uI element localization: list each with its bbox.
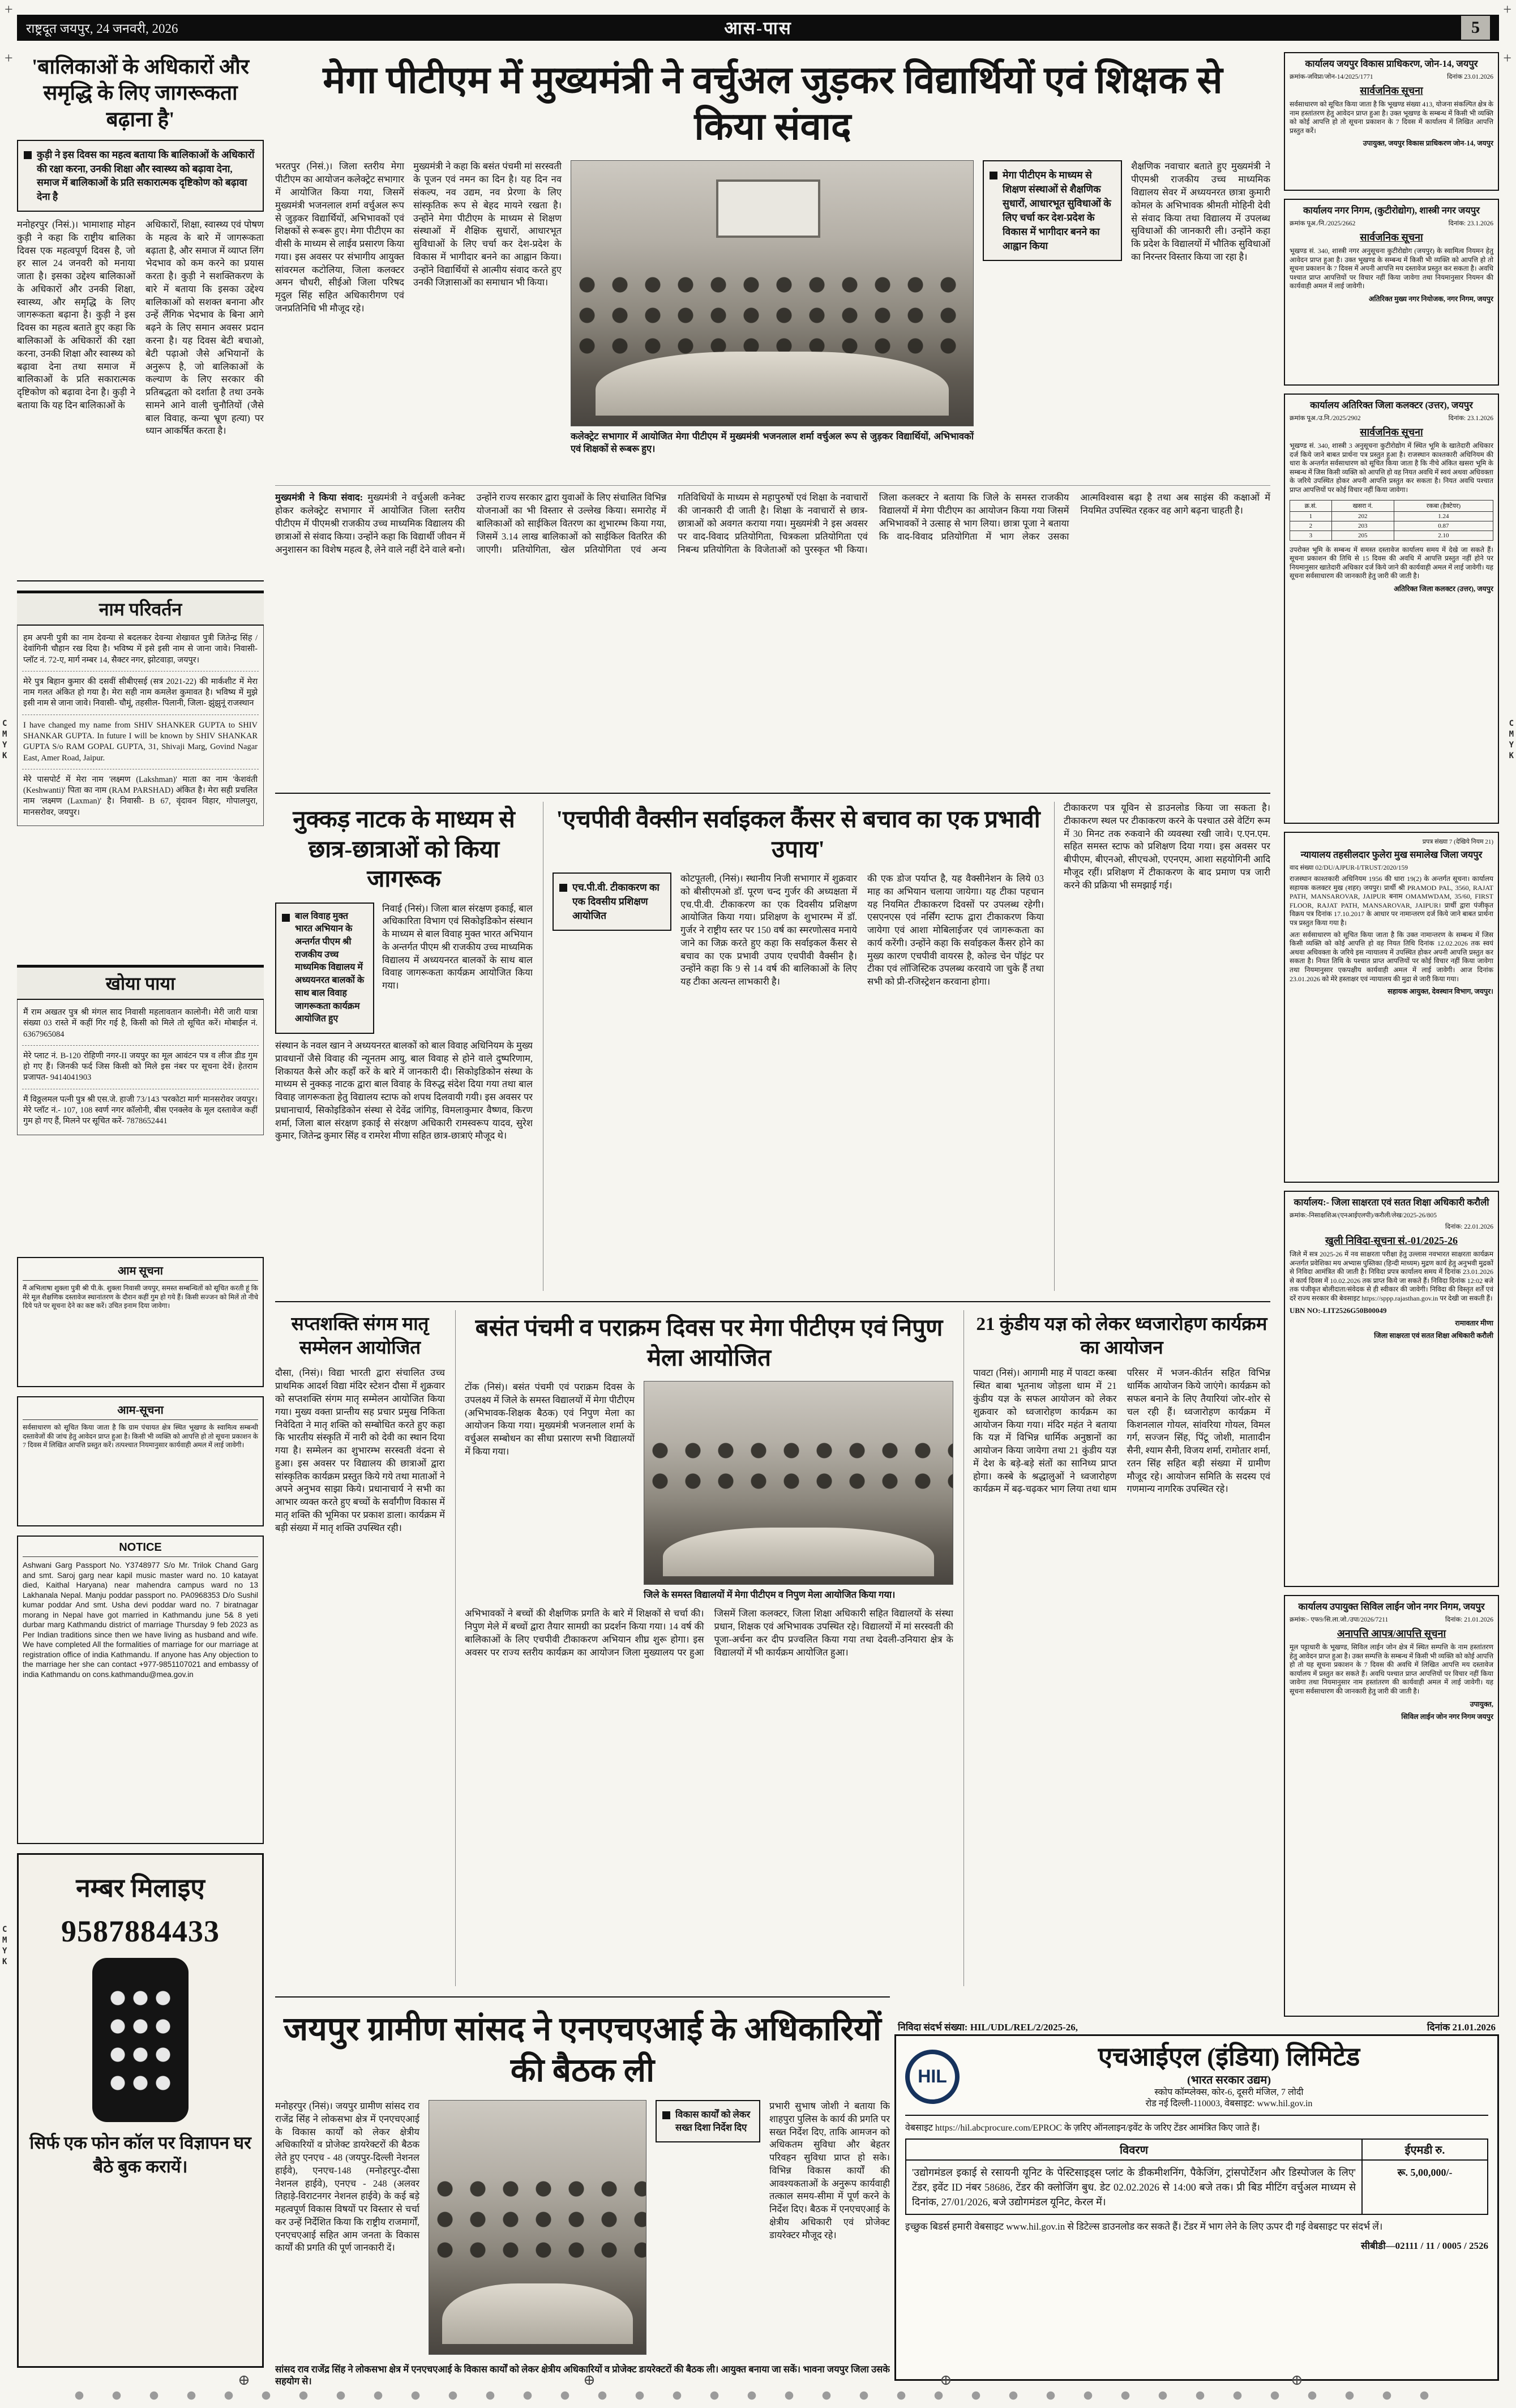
classified-item: मैं राम अखतर पुत्र श्री मंगल साद निवासी महलावतान कालोनी। मेरी जारी यात्रा संख्या 03 रास्ते में कहीं गिर गई है, किसी को मिले तो सूचित करें। मोबाईल नं. 6367965084 — [22, 1002, 259, 1046]
khasra-table — [1290, 500, 1493, 541]
article-body: अधिकारों, शिक्षा, स्वास्थ्य एवं पोषण के महत्व के बारे में जागरूकता बढ़ाता है, और समाज में व्याप्त लिंग भेदभाव को कम करने का प्रयास करता है। कुड़ी ने सशक्तिकरण के बारे में बताया कि इसका उद्देश्य बालिकाओं को सशक्त बनाना और उन्हें लैंगिक भेदभाव के बिना आगे बढ़ने के लिए समान अवसर प्रदान करना है। यह दिवस बेटी बचाओ, बेटी पढ़ाओ जैसे अभियानों के अनुरूप है, जो बालिकाओं के कल्याण के लिए सरकार की प्रतिबद्धता को दर्शाता है तथा उनके सामने आने वाली चुनौतियों (जैसे बाल विवाह, कन्या भ्रूण हत्या) पर ध्यान आकर्षित करता है। — [145, 219, 264, 437]
cmyk-c: C — [1509, 719, 1514, 728]
highlight-box — [656, 2100, 760, 2142]
registration-cross: ⊕ — [583, 2372, 596, 2388]
cmyk-y: Y — [2, 741, 7, 750]
ad-title: नम्बर मिलाइए — [76, 1874, 205, 1902]
article-body: मनोहरपुर (निसं)। जयपुर ग्रामीण सांसद राव राजेंद्र सिंह ने लोकसभा क्षेत्र में एनएचएआई के विकास कार्यों को लेकर क्षेत्रीय अधिकारियों व प्रोजेक्ट डायरेक्टरों की बैठक लेते हुए एनएच - 48 (जयपुर-दिल्ली नेशनल हाईवे), एनएच-148 (मनोहरपुर-दौसा नेशनल हाईवे), एनएच - 248 (अलवर तिहाड़े-विराटनगर नेशनल हाईवे) के कई बड़े महत्वपूर्ण विकास विषयों पर विस्तार से चर्चा कर उन्हें निर्देशित किया कि राष्ट्रीय राजमार्गों, एनएचएआई सहित आम जनता के विकास कार्यों की प्रगति की पूर्ण जानकारी दें। — [275, 2101, 419, 2253]
cmyk-k: K — [1509, 751, 1514, 760]
case-number: वाद संख्या 02/DU/AJPUR-I/TRUST/2020/159 — [1290, 865, 1408, 872]
crop-mark: + — [5, 1, 13, 18]
notice-body: मैं अभिलाषा शुक्ला पुत्री श्री पी.के. शुक्ला निवासी जयपुर, समस्त सम्बन्धितों को सूचित करती हूं कि मेरे मूल शैक्षणिक दस्तावेज स्थानांतरण के दौरान कहीं गुम हो गये हैं। किसी सज्जन को मिलें तो नीचे दिये पते पर सूचना देने का कष्ट करें। उचित इनाम दिया जावेगा। — [23, 1284, 258, 1310]
classified-item: मैं विठ्ठलमल पत्नी पुत्र श्री एस.जे. हाजी 73/143 'परकोटा मार्ग' मानसरोवर जयपुर। मेरे प्लॉट नं.- 107, 108 स्वर्ण नगर कॉलोनी, बीस एनक्लेव के मूल दस्तावेज कहीं गुम हो गए हैं, मिलने पर सूचित करें- 7878652441 — [23, 1094, 258, 1126]
notice-english-box — [17, 1536, 264, 1844]
article-body: प्रभारी सुभाष जोशी ने बताया कि शाहपुरा पुलिस के कार्य की प्रगति पर सख्त निर्देश दिए, ताकि आमजन को अधिकतम सुविधा और बेहतर परिवहन सुविधा प्राप्त हो सके। विभिन्न विकास कार्यों की आवश्यकताओं के अनुरूप कार्यवाही तत्काल समय-सीमा में पूर्ण करने के निर्देश दिए। बैठक में एनएचएआई के क्षेत्रीय अधिकारी एवं प्रोजेक्ट डायरेक्टर मौजूद रहे। — [769, 2101, 890, 2240]
company-name: एचआईएल (इंडिया) लिमिटेड — [1098, 2042, 1360, 2071]
notice-office: न्यायालय तहसीलदार फुलेरा मुख समालेख जिला जयपुर — [1300, 849, 1483, 860]
box-title: आम सूचना — [23, 1263, 258, 1281]
square-bullet-icon — [24, 151, 32, 159]
tender-date: दिनांक 21.01.2026 — [1427, 2022, 1496, 2033]
article-body: शैक्षणिक नवाचार बताते हुए मुख्यमंत्री ने पीएमश्री राजकीय उच्च माध्यमिक विद्यालय सेवर में अध्ययनरत छात्रा कुमारी कोमल के अभिभावक श्रीमती मोहिनी देवी से संवाद किया तथा विद्यालय में उपलब्ध सुविधाओं की जानकारी ली। उन्होंने कहा कि प्रदेश के विद्यालयों में भौतिक सुविधाओं का निरन्तर विस्तार किया जा रहा है। — [1131, 161, 1270, 262]
article-headline: 21 कुंडीय यज्ञ को लेकर ध्वजारोहण कार्यक्रम का आयोजन — [976, 1314, 1267, 1359]
notice-body: Ashwani Garg Passport No. Y3748977 S/o Mr. Trilok Chand Garg and smt. Saroj garg near kapil music master ward no. 10 katayat died, Kaithal Haryana) near mahendra campus ward no 13 Lakhanala Nepal. Manju poddar passport no. PA0968353 D/o Sushil kumar poddar And smt. Usha devi poddar ward no. 7 biratnagar morang in Nepal have got married in Kathmandu june 5& 8 yeti durbar marg Kathmandu district of marriage Thursday 9 feb 2023 as Per Indian traditions since then we have living as husband and wife. We have completed All the formalities of marriage for our marriage at registration office of india Kathmandu. If anyone has Any objection to the marriage her she can contact +977-9851107021 and embassy of india Kathmandu on cons.kathmandu@mea.gov.in — [23, 1561, 258, 1679]
ad-tagline: सिर्फ एक फोन कॉल पर विज्ञापन घर बैठे बुक करायें। — [29, 2133, 251, 2176]
company-subtitle: (भारत सरकार उद्यम) — [1187, 2073, 1271, 2086]
highlight-text: कुड़ी ने इस दिवस का महत्व बताया कि बालिकाओं के अधिकारों की रक्षा करना, उनकी शिक्षा और स्वास्थ्य को बढ़ावा देना, समाज में बालिकाओं के प्रति सकारात्मक दृष्टिकोण को बढ़ावा देना है — [37, 148, 255, 203]
tender-table — [905, 2138, 1488, 2215]
cmyk-y: Y — [1509, 741, 1514, 750]
registration-cross: ⊕ — [238, 2372, 250, 2388]
article-body: दौसा, (निसं)। विद्या भारती द्वारा संचालित उच्च प्राथमिक आदर्श विद्या मंदिर स्टेशन दौसा में शुक्रवार को सप्तशक्ति संगम मातृ सम्मेलन आयोजित किया गया। मुख्य वक्ता प्रान्तीय सह प्रचार प्रमुख निकिता निवेदिता ने मातृ शक्ति को सम्बोधित करते हुए कहा कि भारतीय संस्कृति में नारी को देवी का स्थान दिया गया है। सम्मेलन का शुभारम्भ सरस्वती वंदना से हुआ। इस अवसर पर विद्यालय की छात्राओं द्वारा सांस्कृतिक कार्यक्रम प्रस्तुत किये गये तथा माताओं ने अपने अनुभव साझा किये। प्रधानाचार्य ने सभी का आभार व्यक्त करते हुए बच्चों के सर्वांगीण विकास में मातृ शक्ति की भूमिका पर प्रकाश डाला। कार्यक्रम में बड़ी संख्या में मातृ शक्ति उपस्थित रही। — [275, 1367, 445, 1533]
hil-tender-ad — [894, 2019, 1499, 2388]
left-column — [17, 52, 264, 2368]
classified-item: I have changed my name from SHIV SHANKER GUPTA to SHIV SHANKAR GUPTA. In future I will be known by SHIV SHANKAR GUPTA S/o RAM GOPAL GUPTA, 31, Shivaji Marg, Govind Nagar East, Amer Road, Jaipur. — [22, 715, 259, 769]
article-headline: जयपुर ग्रामीण सांसद ने एनएचएआई के अधिकारियों की बैठक ली — [284, 2011, 881, 2089]
registration-mark-cmyk — [2, 1925, 7, 1966]
people-silhouettes — [644, 1438, 953, 1503]
notice-ref: क्रमांक:-निसाक्षशिअ/(एनआईएलपी)/करौली/लेख/2025-26/805 — [1290, 1212, 1437, 1220]
notice-jda — [1284, 52, 1499, 191]
article-body: पावटा (निसं)। आगामी माह में पावटा कस्बा स्थित बाबा भूतनाथ जोड़ला धाम में 21 कुंडीय यज्ञ के सफल आयोजन को लेकर शुक्रवार को ध्वजारोहण कार्यक्रम का आयोजन किया गया। मंदिर महंत ने बताया कि यज्ञ में विभिन्न धार्मिक अनुष्ठानों का आयोजन किया जायेगा तथा 21 कुंडीय यज्ञ में देश के बड़े-बड़े संतों का सानिध्य प्राप्त होगा। कस्बे के श्रद्धालुओं ने ध्वजारोहण कार्यक्रम में बढ़-चढ़कर भाग लिया तथा धाम परिसर में भजन-कीर्तन सहित विभिन्न धार्मिक आयोजन किये जाएंगे। कार्यक्रम को सफल बनाने के लिए तैयारियां जोर-शोर से चल रही हैं। ध्वजारोहण कार्यक्रम में किशनलाल गोयल, सांवरिया गोयल, विमल गर्ग, सज्जन सिंह, पिंटू जोशी, माताादीन सैनी, श्याम सैनी, विजय शर्मा, रामोतार शर्मा, रतन सिंह सहित बड़ी संख्या में ग्रामीण मौजूद रहे। आयोजन समिति के सदस्य एवं गणमान्य नागरिक उपस्थित रहे। — [973, 1367, 1270, 1495]
article-body: निवाई (निसं)। जिला बाल संरक्षण इकाई, बाल अधिकारिता विभाग एवं सिकोइडिकोन संस्थान के माध्यम से बाल विवाह मुक्त भारत अभियान के अन्तर्गत पीएम श्री राजकीय उच्च माध्यमिक विद्यालय में अध्ययनरत बालकों के साथ बाल विवाह जागरूकता कार्यक्रम आयोजित किया गया। — [382, 903, 533, 991]
article-body: टीकाकरण पत्र यूविन से डाउनलोड किया जा सकता है। टीकाकरण स्थल पर टीकाकरण करने के पश्चात उसे वेटिंग रूम में 30 मिनट तक रुकवाने की व्यवस्था रखी जावे। ए.एन.एम. सहित समस्त स्टाफ को प्रशिक्षण दिया गया। इस अवसर पर बीपीएम, बीएनओ, सीएचओ, एएनएम, आशा सहयोगिनी आदि मौजूद रहीं। प्रशिक्षण में टीकाकरण के बाद प्रमाण पत्र जारी करने की प्रक्रिया भी समझाई गई। — [1064, 802, 1270, 891]
cmyk-c: C — [2, 1925, 7, 1934]
notice-signer-name: रामावतार मीणा — [1455, 1319, 1493, 1327]
notice-body: जिले में सत्र 2025-26 में नव साक्षरता परीक्षा हेतु उल्लास नवभारत साक्षरता कार्यक्रम अन्तर्गत प्रवेशिका मय अभ्यास पुस्तिका (हिन्दी माध्यम) मुद्रण कार्य हेतु अनुभवी मुद्रकों से निविदा आमंत्रित की जाती है। निविदा प्रपत्र कार्यालय समय में दिनांक 23.01.2026 से कार्य दिवस में 10.02.2026 तक प्राप्त किये जा सकते हैं। निविदा दिनांक 12:02 बजे तक पंजीकृत बोलीदाता/संवेदक से ही स्वीकार की जावेगी। निविदा की विस्तृत शर्तें एवं दरें राज्य सरकार की बेवसाइट https://sppp.rajasthan.gov.in पर देखी जा सकती हैं। — [1290, 1250, 1493, 1303]
article-hpv — [543, 802, 1044, 1291]
cmyk-m: M — [2, 1936, 7, 1945]
table-header: खसरा नं. — [1331, 500, 1394, 511]
notice-heading: सार्वजनिक सूचना — [1360, 426, 1423, 438]
notice-signature: सहायक आयुक्त, देवस्थान विभाग, जयपुर। — [1387, 987, 1493, 996]
notice-court-phulera — [1284, 832, 1499, 1183]
article-body: भरतपुर (निसं.)। जिला स्तरीय मेगा पीटीएम का आयोजन कलेक्ट्रेट सभागार में आयोजित किया गया, जिसमें मुख्यमंत्री भजनलाल शर्मा वर्चुअल रूप से जुड़कर विद्यार्थियों, अभिभावकों एवं शिक्षकों से रूबरू हुए। मेगा पीटीएम का वीसी के माध्यम से लाईव प्रसारण किया गया। इस अवसर पर संभागीय आयुक्त सांवरमल कटोलिया, जिला कलक्टर अमन चौधरी, सीईओ जिला परिषद मृदुल सिंह सहित अधिकारीगण एवं जनप्रतिनिधि भी मौजूद रहे। — [275, 161, 404, 314]
square-bullet-icon — [662, 2111, 670, 2119]
pullquote-box — [983, 160, 1122, 260]
notice-body: सर्वसाधारण को सूचित किया जाता है कि भूखण्ड संख्या 413, योजना संकल्पित क्षेत्र के नाम हस्तांतरण हेतु आवेदन प्राप्त हुआ है। उक्त भूखण्ड के सम्बन्ध में किसी भी व्यक्ति को कोई आपत्ति हो तो सूचना प्रकाशन के 7 दिवस में कार्यालय में लिखित आपत्ति प्रस्तुत करें। — [1290, 100, 1493, 135]
notice-ref: क्रमांक पूअ./नि./2025/2662 — [1290, 220, 1356, 228]
projector-screen — [716, 179, 821, 238]
cmyk-k: K — [2, 1957, 7, 1966]
notice-heading: सार्वजनिक सूचना — [1360, 85, 1423, 97]
display-table — [663, 1528, 935, 1576]
tender-heading: खुली निविदा-सूचना सं.-01/2025-26 — [1325, 1235, 1458, 1247]
notice-nagar-nigam — [1284, 199, 1499, 386]
registration-cross: ⊕ — [1291, 2372, 1303, 2388]
notice-signature: जिला साक्षरता एवं सतत शिक्षा अधिकारी करौली — [1374, 1331, 1493, 1340]
tender-footer: इच्छुक बिडर्स हमारी वेबसाइट www.hil.gov.in से डिटेल्स डाउनलोड कर सकते हैं। टेंडर में भाग लेने के लिए ऊपर दी गई वेबसाइट पर संदर्भ लें। — [905, 2221, 1383, 2232]
tender-description: 'उद्योगमंडल इकाई से रसायनी यूनिट के पेस्टिसाइड्स प्लांट के डीकमीशनिंग, पैकेजिंग, ट्रांसपोर्टेशन और डिस्पोजल के लिए' टेंडर, इवेंट ID नंबर 58686, टेंडर की क्लोजिंग बुध. डेट 02.02.2026 से 14:00 बजे तक। प्री बिड मीटिंग वर्चुअल माध्यम से दिनांक, 27/01/2026, बजे उद्योगमंडल यूनिट, केरल में। — [912, 2167, 1356, 2208]
notice-date: दिनांक: 23.1.2026 — [1448, 220, 1493, 228]
masthead-date: राष्ट्रदूत जयपुर, 24 जनवरी, 2026 — [26, 22, 178, 36]
notice-date: दिनांक: 23.1.2026 — [1448, 415, 1493, 422]
article-body: की एक डोज पर्याप्त है, यह वैक्सीनेशन के लिये 03 माह का अभियान चलाया जायेगा। यह टीका पहचान यह नियमित टीकाकरण दिवसों पर उपलब्ध रहेगी। एसएनएस एवं नर्सिंग स्टाफ द्वारा टीकाकरण किया जायेगा एवं आशा मोबिलाईजर एवं जागरूकता का कार्य करेंगी। उन्होंने कहा कि सर्वाइकल कैंसर होने का मुख्य कारण एचपीवी वायरस है, कोल्ड चेन पॉइंट पर टीका एवं लॉजिस्टिक उपलब्ध करवाये जा चुके हैं तथा सभी को प्री-रजिस्ट्रेशन करवाना होगा। — [867, 873, 1044, 987]
article-sansad — [275, 1996, 890, 2393]
tender-ref: निविदा संदर्भ संख्या: HIL/UDL/REL/2/2025-26, — [898, 2022, 1078, 2033]
notice-adm — [1284, 394, 1499, 824]
box-title: आम-सूचना — [23, 1402, 258, 1420]
table-cell: 2 — [1290, 521, 1332, 531]
photo-caption: जिले के समस्त विद्यालयों में मेगा पीटीएम व निपुण मेला आयोजित किया गया। — [644, 1589, 896, 1600]
section-title: आस-पास — [724, 18, 792, 38]
ad-phone-number: 9587884433 — [61, 1914, 220, 1948]
meeting-table — [442, 2283, 633, 2345]
notice-office: कार्यालय जयपुर विकास प्राधिकरण, जोन-14, जयपुर — [1305, 58, 1478, 69]
notice-body: भूखण्ड सं. 340, शास्त्री नगर अनुसूचना कुटीरोद्योग (जयपुर) के स्वामित्व नियमन हेतु आवेदन प्राप्त हुआ है। उक्त भूखण्ड के सम्बन्ध में किसी भी व्यक्ति को आपत्ति हो तो सूचना प्रकाशन के 7 दिवस में अपनी आपत्ति मय दस्तावेज प्रस्तुत कर सकता है। अवधि पश्चात प्राप्त आपत्तियों पर विचार नहीं किया जावेगा तथा नियमानुसार नियमन की कार्यवाही अमल में लाई जावेगी। — [1290, 247, 1493, 290]
notice-office: कार्यालय नगर निगम, (कुटीरोद्योग), शास्त्री नगर जयपुर — [1303, 205, 1480, 216]
notice-karauli-tender — [1284, 1191, 1499, 1587]
article-headline: मेगा पीटीएम में मुख्यमंत्री ने वर्चुअल जुड़कर विद्यार्थियों एवं शिक्षक से किया संवाद — [323, 59, 1223, 148]
notice-office: कार्यालय उपायुक्त सिविल लाईन जोन नगर निगम, जयपुर — [1298, 1601, 1485, 1612]
cmyk-k: K — [2, 751, 7, 760]
highlight-box — [275, 903, 374, 1034]
article-nukkad — [275, 802, 533, 1291]
table-cell: 205 — [1331, 531, 1394, 540]
box-title: नाम परिवर्तन — [17, 591, 264, 626]
article-headline: सप्तशक्ति संगम मातृ सम्मेलन आयोजित — [291, 1314, 429, 1359]
square-bullet-icon — [990, 172, 997, 179]
registration-mark-cmyk — [1509, 719, 1514, 760]
notice-office: कार्यालय:- जिला साक्षरता एवं सतत शिक्षा अधिकारी करौली — [1294, 1197, 1489, 1208]
phone-number-ad — [17, 1853, 264, 2368]
table-row — [1290, 521, 1493, 531]
phone-keypad-icon — [92, 1958, 189, 2122]
notice-date: दिनांक 23.01.2026 — [1447, 74, 1493, 81]
notice-signature: उपायुक्त, जयपुर विकास प्राधिकरण जोन-14, जयपुर — [1363, 139, 1493, 148]
table-row — [1290, 511, 1493, 521]
square-bullet-icon — [282, 914, 290, 922]
audience-silhouettes — [571, 272, 973, 357]
photo-caption: कलेक्ट्रेट सभागार में आयोजित मेगा पीटीएम में मुख्यमंत्री भजनलाल शर्मा वर्चुअल रूप से जुड़कर विद्यार्थियों, अभिभावकों एवं शिक्षकों से रूबरू हुए। — [571, 431, 974, 454]
pullquote-text: मेगा पीटीएम के माध्यम से शिक्षण संस्थाओं से शैक्षणिक सुधारों, आधारभूत सुविधाओं के लिए चर्चा कर देश-प्रदेश के विकास में भागीदार बनने का आह्वान किया — [1003, 169, 1111, 251]
article-balika — [17, 52, 264, 581]
classified-item: मेरे प्लाट नं. B-120 रोहिणी नगर-II जयपुर का मूल आवंटन पत्र व लीज डीड गुम हो गए हैं। जिनकी फर्द जिस किसी को मिले इस नंबर पर सूचना देवें। हेतराम प्रजापत- 9414041903 — [22, 1046, 259, 1089]
highlight-box — [17, 140, 264, 212]
conference-table — [596, 352, 949, 415]
table-cell: 1 — [1290, 511, 1332, 521]
notice-body: उपरोक्त भूमि के सम्बन्ध में समस्त दस्तावेज कार्यालय समय में देखे जा सकते हैं। सूचना प्रकाशन की तिथि से 15 दिवस की अवधि में आपत्ति प्रस्तुत नहीं होने पर नियमानुसार खातेदारी अधिकार दर्ज किये जाने की कार्यवाही अमल में लाई जावेगी। यह सूचना सर्वसाधारण की जानकारी हेतु जारी की जाती है। — [1290, 545, 1493, 580]
box-title: NOTICE — [23, 1541, 258, 1557]
hil-logo: HIL — [905, 2050, 960, 2104]
meeting-photo — [571, 160, 974, 426]
table-header: रकबा (हैक्टेयर) — [1394, 500, 1493, 511]
aam-suchana-box — [17, 1257, 264, 1387]
notice-office: कार्यालय अतिरिक्त जिला कलक्टर (उत्तर), जयपुर — [1310, 400, 1473, 410]
notice-signature: अतिरिक्त जिला कलक्टर (उत्तर), जयपुर — [1394, 585, 1493, 593]
notice-signer-name: उपायुक्त, — [1470, 1700, 1493, 1708]
notice-date: दिनांक: 21.01.2026 — [1445, 1616, 1493, 1624]
article-basant — [455, 1310, 953, 1986]
article-headline: 'एचपीवी वैक्सीन सर्वाइकल कैंसर से बचाव का एक प्रभावी उपाय' — [556, 807, 1040, 863]
crop-mark: + — [1503, 50, 1511, 66]
notice-ref: क्रमांक:- एफ9/सि.ला.जो./उपा/2026/7211 — [1290, 1616, 1389, 1624]
ubn-number: UBN NO:-LIT2526G50B00049 — [1290, 1306, 1387, 1315]
table-cell: 0.87 — [1394, 521, 1493, 531]
article-body: अभिभावकों ने बच्चों की शैक्षणिक प्रगति के बारे में शिक्षकों से चर्चा की। निपुण मेले में बच्चों द्वारा तैयार सामग्री का प्रदर्शन किया गया। 14 वर्ष की बालिकाओं के लिए एचपीवी टीकाकरण अभियान शीघ्र शुरू होगा। इस अवसर पर राज्य स्तरीय कार्यक्रम का आयोजन जिला मुख्यालय पर हुआ जिसमें जिला कलक्टर, जिला शिक्षा अधिकारी सहित विद्यालयों के संस्था प्रधान, शिक्षक एवं अभिभावक उपस्थित रहे। विद्यालयों में मां सरस्वती की पूजा-अर्चना कर दीप प्रज्वलित किया गया तथा देवली-उनियारा क्षेत्र के विद्यालयों में भी कार्यक्रम आयोजित हुआ। — [465, 1608, 953, 1658]
article-headline: नुक्कड़ नाटक के माध्यम से छात्र-छात्राओं को किया जागरूक — [293, 807, 515, 892]
tender-web-line: वेबसाइट https://hil.abcprocure.com/EPROC के ज़रिए ऑनलाइन/इवेंट के जरिए टेंडर आमंत्रित किए जाते हैं। — [905, 2123, 1260, 2133]
cmyk-y: Y — [2, 1947, 7, 1956]
masthead-bar — [17, 15, 1499, 41]
box-title: खोया पाया — [17, 965, 264, 1000]
table-cell: 1.24 — [1394, 511, 1493, 521]
right-column — [1284, 52, 1499, 2017]
article-body: संस्थान के नवल खान ने अध्ययनरत बालकों को बाल विवाह अधिनियम के मुख्य प्रावधानों जैसे विवाह की न्यूनतम आयु, बाल विवाह से होने वाले दुष्परिणाम, शिकायत कैसे और कहाँ करें के बारे में जानकारी दी। सिकोइडिकोन संस्था के माध्यम से नुक्कड़ नाटक द्वारा बाल विवाह के विरुद्ध संदेश दिया गया तथा बाल विवाह जागरूकता हेतु विद्यालय स्टाफ को शपथ दिलवायी गयी। इस अवसर पर प्रधानाचार्य, सिकोइडिकोन संस्था से देवेंद्र जांगिड़, विमलाकुमार वैष्णव, किरण शर्मा, जिला बाल संरक्षण इकाई से संरक्षण अधिकारी रामस्वरूप यादव, सुरेश कुमार, जितेन्द्र कुमार सिंह व रामरेश मीणा सहित छात्र-छात्राएं मौजूद थे। — [275, 1040, 533, 1141]
article-headline: बसंत पंचमी व पराक्रम दिवस पर मेगा पीटीएम एवं निपुण मेला आयोजित — [475, 1315, 943, 1371]
article-body: कोटपूतली, (निसं)। स्थानीय निजी सभागार में शुक्रवार को बीसीएमओ डॉ. पूरण चन्द गुर्जर की अध्यक्षता में एच.पी.वी. टीकाकरण का एक दिवसीय प्रशिक्षण आयोजित किया गया। प्रशिक्षण के शुभारम्भ में डॉ. गुर्जर ने राष्ट्रीय स्तर पर 150 वर्ष का स्मरणोत्सव मनाये जाने का जिक्र करते हुए कहा कि सर्वाइकल कैंसर से बचाव का एक प्रभावी उपाय एचपीवी वैक्सीन है। उन्होंने कहा कि 9 से 14 वर्ष की बालिकाओं के लिए यह टीका अत्यन्त लाभकारी है। — [680, 873, 857, 987]
notice-signature: सिविल लाईन जोन नगर निगम जयपुर — [1401, 1712, 1493, 1721]
photo-block — [571, 160, 974, 477]
highlight-text: बाल विवाह मुक्त भारत अभियान के अन्तर्गत पीएम श्री राजकीय उच्च माध्यमिक विद्यालय में अध्ययनरत बालकों के साथ बाल विवाह जागरूकता कार्यक्रम आयोजित हुए — [295, 911, 365, 1024]
crop-mark: + — [5, 50, 13, 66]
article-subhead: मुख्यमंत्री ने किया संवाद: — [275, 492, 363, 503]
ad-code: सीबीडी—02111 / 11 / 0005 / 2526 — [1361, 2240, 1488, 2252]
article-body: टोंक (निसं)। बसंत पंचमी एवं पराक्रम दिवस के उपलक्ष्य में जिले के समस्त विद्यालयों में मेगा पीटीएम (अभिभावक-शिक्षक बैठक) एवं निपुण मेला का आयोजन किया गया। मुख्यमंत्री भजनलाल शर्मा के वर्चुअल सम्बोधन का सीधा प्रसारण सभी विद्यालयों में किया गया। — [465, 1382, 635, 1457]
notice-civil-lines — [1284, 1595, 1499, 2017]
article-body: मुख्यमंत्री ने कहा कि बसंत पंचमी मां सरस्वती के पूजन एवं नमन का दिन है। यह दिन नव संकल्प, नव उद्यम, नव प्रेरणा के लिए सांस्कृतिक रूप से बेहद मायने रखता है। उन्होंने मेगा पीटीएम के माध्यम से शिक्षण संस्थाओं में शैक्षिक सुधारों, आधारभूत सुविधाओं के लिए चर्चा कर देश-प्रदेश के विकास में भागीदार बनने का आह्वान किया। उन्होंने विद्यार्थियों से आत्मीय संवाद करते हुए उनकी जिज्ञासाओं का समाधान भी किया। — [413, 161, 562, 288]
crop-mark: + — [1503, 1, 1511, 18]
photo-caption: सांसद राव राजेंद्र सिंह ने लोकसभा क्षेत्र में एनएचएआई के विकास कार्यों को लेकर क्षेत्रीय अधिकारियों व प्रोजेक्ट डायरेक्टरों की बैठक ली। आयुक्त बनाया जा सकें। भावना जयपुर जिला उसके सहयोग से। — [275, 2364, 890, 2387]
table-header: क्र.सं. — [1290, 500, 1332, 511]
company-address-1: स्कोप कॉम्प्लेक्स, कोर-6, दूसरी मंजिल, 7 लोदी — [1154, 2087, 1304, 2097]
aam-suchana-box-2 — [17, 1396, 264, 1526]
page-number: 5 — [1461, 16, 1490, 40]
notice-body: सर्वसाधारण को सूचित किया जाता है कि ग्राम पंचायत क्षेत्र स्थित भूखण्ड के स्वामित्व सम्बन्धी दस्तावेजों की जांच हेतु आवेदन प्राप्त हुआ है। किसी भी व्यक्ति को आपत्ति हो तो सूचना प्रकाशन के 7 दिवस में लिखित आपत्ति प्रस्तुत करें। तत्पश्चात नियमानुसार कार्यवाही अमल में लाई जावेगी। — [23, 1423, 258, 1449]
notice-ref: क्रमांक-जविप्रा/जोन-14/2025/1771 — [1290, 74, 1373, 81]
article-mega-ptm — [275, 52, 1270, 782]
nipun-mela-photo — [644, 1381, 953, 1585]
notice-heading: अनापत्ति आपत्र/आपत्ति सूचना — [1337, 1628, 1446, 1640]
classified-item: मेरे पुत्र बिहान कुमार की दसवीं सीबीएसई (सत्र 2021-22) की मार्कशीट में मेरा नाम गलत अंकित हो गया है। मेरा सही नाम कमलेश कुमावत है। भविष्य में मुझे इसी नाम से जाना जावे। निवासी- चौमूं, तहसील- पिलानी, जिला- झुंझुनूं राजस्थान — [22, 671, 259, 715]
notice-body: मूल पट्टाधारी के भूखण्ड, सिविल लाईन जोन क्षेत्र में स्थित सम्पत्ति के नाम हस्तांतरण हेतु आवेदन प्राप्त हुआ है। उक्त सम्पत्ति के सम्बन्ध में किसी भी व्यक्ति को कोई आपत्ति हो तो यह सूचना प्रकाशन के 7 दिवस की अवधि में लिखित आपत्ति मय दस्तावेज कार्यालय में प्रस्तुत कर सकते हैं। अवधि पश्चात प्राप्त आपत्तियों पर विचार नहीं किया जावेगा तथा नियमानुसार नाम हस्तांतरण की कार्यवाही अमल में लाई जावेगी। यह सूचना सर्वसाधारण की जानकारी हेतु जारी की जाती है। — [1290, 1643, 1493, 1696]
notice-body: राजस्थान काश्तकारी अधिनियम 1956 की धारा 19(2) के अन्तर्गत सूचना। कार्यालय सहायक कलक्टर मुख (शहर) जयपुर। प्रार्थी श्री PRAMOD PAL, 3560, RAJAT PATH, MANSAROVAR, JAIPUR बनाम OMAMWDAM, 35/60, FIRST FLOOR, RAJAT PATH, MANSAROVAR, JAIPUR। प्रार्थी द्वारा पंजीकृत विक्रय पत्र दिनांक 17.10.2017 के आधार पर नामान्तरण दर्ज किये जाने बाबत प्रार्थना पत्र प्रस्तुत किया गया है। — [1290, 875, 1493, 927]
article-body: मुख्यमंत्री ने वर्चुअली कनेक्ट होकर कलेक्ट्रेट सभागार में आयोजित जिला स्तरीय पीटीएम में पीएमश्री राजकीय उच्च माध्यमिक विद्यालय की छात्राओं से संवाद किया। उन्होंने कहा कि विद्यार्थी जीवन में अनुशासन का विशेष महत्व है, लेने वाले नहीं देने वाले बनो। उन्होंने राज्य सरकार द्वारा युवाओं के लिए संचालित विभिन्न योजनाओं का भी विस्तार से उल्लेख किया। समारोह में बालिकाओं को साईकिल वितरण का शुभारम्भ किया गया, जिसमें 3.14 लाख बालिकाओं को साईकिल वितरित की जाएगी। प्रतियोगिता, खेल प्रतियोगिता एवं अन्य गतिविधियों के माध्यम से महापुरुषों एवं शिक्षा के नवाचारों की जानकारी दी जाती है। शिक्षा के नवाचारों से छात्र-छात्राओं को अवगत कराया गया। मुख्यमंत्री ने इस अवसर पर वाद-विवाद प्रतियोगिता, चित्रकला प्रतियोगिता एवं निबन्ध प्रतियोगिता के विजेताओं को पुरस्कृत भी किया। जिला कलक्टर ने बताया कि जिले के समस्त राजकीय विद्यालयों में मेगा पीटीएम का आयोजन किया गया जिसमें अभिभावकों ने उत्साह से भाग लिया। छात्रा पूजा ने बताया कि वाद-विवाद प्रतियोगिता में भाग लेकर उसका आत्मविश्वास बढ़ा है तथा अब साइंस की कक्षाओं में नियमित उपस्थित रहकर वह आगे बढ़ना चाहती है। — [275, 492, 1270, 555]
notice-body: भूखण्ड सं. 340, शास्त्री 3 अनुसूचना कुटीरोद्योग में स्थित भूमि के खातेदारी अधिकार दर्ज किये जाने बाबत प्रार्थना पत्र प्रस्तुत हुआ है। राजस्थान काश्तकारी अधिनियम की धारा के अन्तर्गत सर्वसाधारण को सूचित किया जाता है कि नीचे अंकित खसरा भूमि के सम्बन्ध में जिस किसी व्यक्ति को आपत्ति हो वह नियत अवधि में स्वयं अथवा अधिवक्ता के जरिये उपस्थित होकर अपनी आपत्ति प्रस्तुत कर सकता है। नियत अवधि पश्चात प्राप्त आपत्तियों पर कोई विचार नहीं किया जावेगा। — [1290, 442, 1493, 494]
article-body: मनोहरपुर (निसं.)। भामाशाह मोहन कुड़ी ने कहा कि राष्ट्रीय बालिका दिवस एक महत्वपूर्ण दिवस है, जो हर साल 24 जनवरी को मनाया जाता है। इसका उद्देश्य बालिकाओं के अधिकारों और उनकी शिक्षा, स्वास्थ्य, और समृद्धि के लिए जागरूकता बढ़ाना है। कुड़ी ने इस दिवस का महत्व बताते हुए कहा कि बालिकाओं के अधिकारों की रक्षा करना, उनकी शिक्षा और स्वास्थ्य को बढ़ावा देना तथा समाज में बालिकाओं के प्रति सकारात्मक दृष्टिकोण को बढ़ावा देना है। कुड़ी ने बताया कि यह दिन बालिकाओं के — [17, 219, 135, 410]
nhai-meeting-photo — [429, 2100, 646, 2355]
table-cell: 3 — [1290, 531, 1332, 540]
cmyk-m: M — [2, 730, 7, 739]
table-cell: 203 — [1331, 521, 1394, 531]
naam-parivartan-box — [17, 591, 264, 956]
article-yagya — [963, 1310, 1270, 1986]
notice-ref: क्रमांक पूअ./उ.नि./2025/2902 — [1290, 415, 1361, 422]
classified-item: हम अपनी पुत्री का नाम देवन्या से बदलकर देवन्या शेखावत पुत्री जितेन्द्र सिंह / देवांगिनी चौहान रख दिया है। भविष्य में इसे इसी नाम से जाना जावे। निवासी- प्लॉट नं. 72-ए, मार्ग नम्बर 14, सैक्टर नगर, झोटवाड़ा, जयपुर। — [22, 628, 259, 671]
notice-heading: सार्वजनिक सूचना — [1360, 232, 1423, 243]
table-row — [1290, 531, 1493, 540]
photo-block — [644, 1381, 953, 1601]
cmyk-m: M — [1509, 730, 1514, 739]
cmyk-c: C — [2, 719, 7, 728]
registration-mark-cmyk — [2, 719, 7, 760]
notice-signature: अतिरिक्त मुख्य नगर नियोजक, नगर निगम, जयपुर — [1368, 295, 1493, 303]
square-bullet-icon — [559, 884, 567, 892]
registration-cross: ⊕ — [940, 2372, 952, 2388]
article-hpv-continuation — [1054, 802, 1270, 1291]
officials-silhouettes — [429, 2176, 646, 2257]
khoya-paya-box — [17, 965, 264, 1248]
article-headline: 'बालिकाओं के अधिकारों और समृद्धि के लिए जागरूकता बढ़ाना है' — [32, 55, 249, 131]
classified-item: मेरे पासपोर्ट में मेरा नाम 'लक्ष्मण (Lakshman)' माता का नाम 'केशवंती (Keshwanti)' पिता का नाम (RAM PARSHAD) अंकित है। मेरा सही प्रचलित नाम 'लक्ष्मण (Laxman)' है। निवासी- B 67, वृंदावन विहार, गोपालपुरा, मानसरोवर, जयपुर। — [23, 775, 258, 817]
emd-amount: रू. 5,00,000/- — [1397, 2167, 1453, 2179]
table-cell: 2.10 — [1394, 531, 1493, 540]
highlight-text: एच.पी.वी. टीकाकरण का एक दिवसीय प्रशिक्षण आयोजित — [572, 882, 659, 921]
highlight-box — [553, 872, 671, 931]
registration-dot-strip — [74, 2390, 1442, 2401]
column-header-desc: विवरण — [906, 2140, 1361, 2161]
form-number: प्रपत्र संख्या 7 (देखिये नियम 21) — [1422, 839, 1493, 845]
notice-body: अतः सर्वसाधारण को सूचित किया जाता है कि उक्त नामान्तरण के सम्बन्ध में जिस किसी व्यक्ति को कोई आपत्ति हो वह नियत तिथि दिनांक 12.02.2026 तक स्वयं अथवा अधिवक्ता के जरिये इस न्यायालय में उपस्थित होकर अपनी आपत्ति प्रस्तुत कर सकता है। नियत तिथि के पश्चात प्राप्त आपत्तियों पर कोई विचार नहीं किया जावेगा तथा नियमानुसार एकपक्षीय कार्यवाही अमल में लाई जावेगी। आज दिनांक 23.01.2026 को मेरे हस्ताक्षर एवं न्यायालय की मुद्रा से जारी किया गया। — [1290, 930, 1493, 983]
article-saptashakti — [275, 1310, 445, 1986]
company-address-2: रोड नई दिल्ली-110003, वेबसाइट: www.hil.gov.in — [1145, 2099, 1313, 2109]
table-cell: 202 — [1331, 511, 1394, 521]
highlight-text: विकास कार्यों को लेकर सख्त दिशा निर्देश दिए — [675, 2109, 751, 2133]
column-header-emd: ईएमडी रु. — [1363, 2140, 1487, 2161]
notice-date: दिनांक: 22.01.2026 — [1445, 1224, 1493, 1231]
